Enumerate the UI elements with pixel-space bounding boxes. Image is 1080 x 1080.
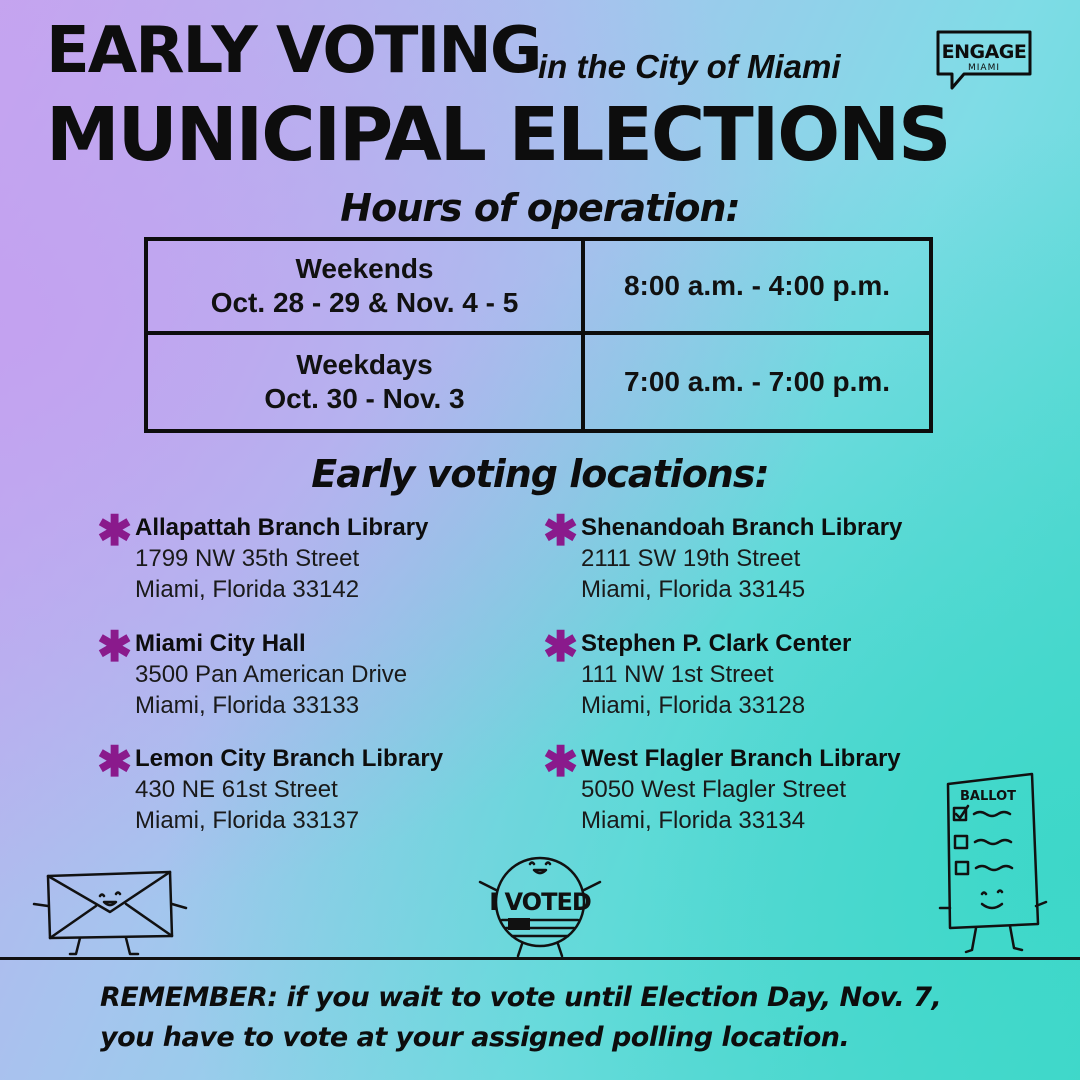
hours-table: [144, 237, 933, 433]
location-allapattah: [97, 507, 555, 605]
title-city-of-miami: in the City of Miami: [538, 48, 841, 85]
location-city: Miami, Florida 33134: [581, 807, 806, 834]
reminder-text: [100, 978, 1040, 1058]
location-name: Shenandoah Branch Library: [581, 514, 903, 541]
hours-weekdays-dates: Oct. 30 - Nov. 3: [264, 383, 465, 414]
location-miami-city-hall: [97, 623, 555, 721]
sticker-i-voted-text: I VOTED: [489, 888, 591, 916]
envelope-character-icon: [30, 868, 190, 960]
hours-weekdays-label: Weekdays: [296, 349, 433, 380]
location-lemon-city: [97, 738, 555, 836]
location-city: Miami, Florida 33128: [581, 692, 806, 719]
i-voted-sticker-character-icon: [476, 852, 606, 958]
hours-weekends-label: Weekends: [295, 253, 434, 284]
hours-heading: Hours of operation:: [340, 186, 740, 230]
ballot-character-icon: [938, 770, 1048, 958]
location-name: Allapattah Branch Library: [135, 514, 429, 541]
reminder-line-2: you have to vote at your assigned polling location.: [100, 1022, 850, 1053]
ballot-label-text: BALLOT: [960, 789, 1016, 804]
hours-row-weekdays-days: [148, 335, 585, 429]
location-shenandoah: [543, 507, 1001, 605]
asterisk-bullet-icon: ✱: [97, 623, 133, 670]
locations-heading: Early voting locations:: [311, 452, 769, 496]
hours-weekends-dates: Oct. 28 - 29 & Nov. 4 - 5: [210, 287, 519, 318]
hours-weekdays-time: 7:00 a.m. - 7:00 p.m.: [623, 366, 891, 397]
hours-row-weekends-days: [148, 241, 585, 335]
location-street: 2111 SW 19th Street: [581, 545, 801, 572]
location-street: 3500 Pan American Drive: [135, 661, 408, 688]
asterisk-bullet-icon: ✱: [97, 738, 133, 785]
location-city: Miami, Florida 33137: [135, 807, 360, 834]
location-name: Stephen P. Clark Center: [581, 630, 852, 657]
logo-miami-text: MIAMI: [968, 63, 1000, 73]
logo-engage-text: ENGAGE: [941, 41, 1027, 63]
location-name: Lemon City Branch Library: [135, 745, 444, 772]
location-street: 111 NW 1st Street: [581, 661, 774, 688]
hours-weekends-time: 8:00 a.m. - 4:00 p.m.: [585, 241, 929, 335]
location-city: Miami, Florida 33142: [135, 576, 360, 603]
location-stephen-p-clark: [543, 623, 1001, 721]
location-name: West Flagler Branch Library: [581, 745, 901, 772]
location-city: Miami, Florida 33133: [135, 692, 360, 719]
title-municipal-elections: MUNICIPAL ELECTIONS: [46, 92, 950, 178]
title-early-voting: EARLY VOTING: [46, 14, 541, 88]
location-street: 430 NE 61st Street: [135, 776, 338, 803]
engage-miami-logo: [930, 28, 1038, 94]
reminder-line-1: REMEMBER: if you wait to vote until Election Day, Nov. 7,: [100, 982, 942, 1013]
ground-line: [0, 957, 1080, 960]
location-name: Miami City Hall: [135, 630, 306, 657]
asterisk-bullet-icon: ✱: [543, 507, 579, 554]
asterisk-bullet-icon: ✱: [543, 623, 579, 670]
asterisk-bullet-icon: ✱: [97, 507, 133, 554]
location-street: 1799 NW 35th Street: [135, 545, 360, 572]
location-street: 5050 West Flagler Street: [581, 776, 847, 803]
asterisk-bullet-icon: ✱: [543, 738, 579, 785]
location-city: Miami, Florida 33145: [581, 576, 806, 603]
